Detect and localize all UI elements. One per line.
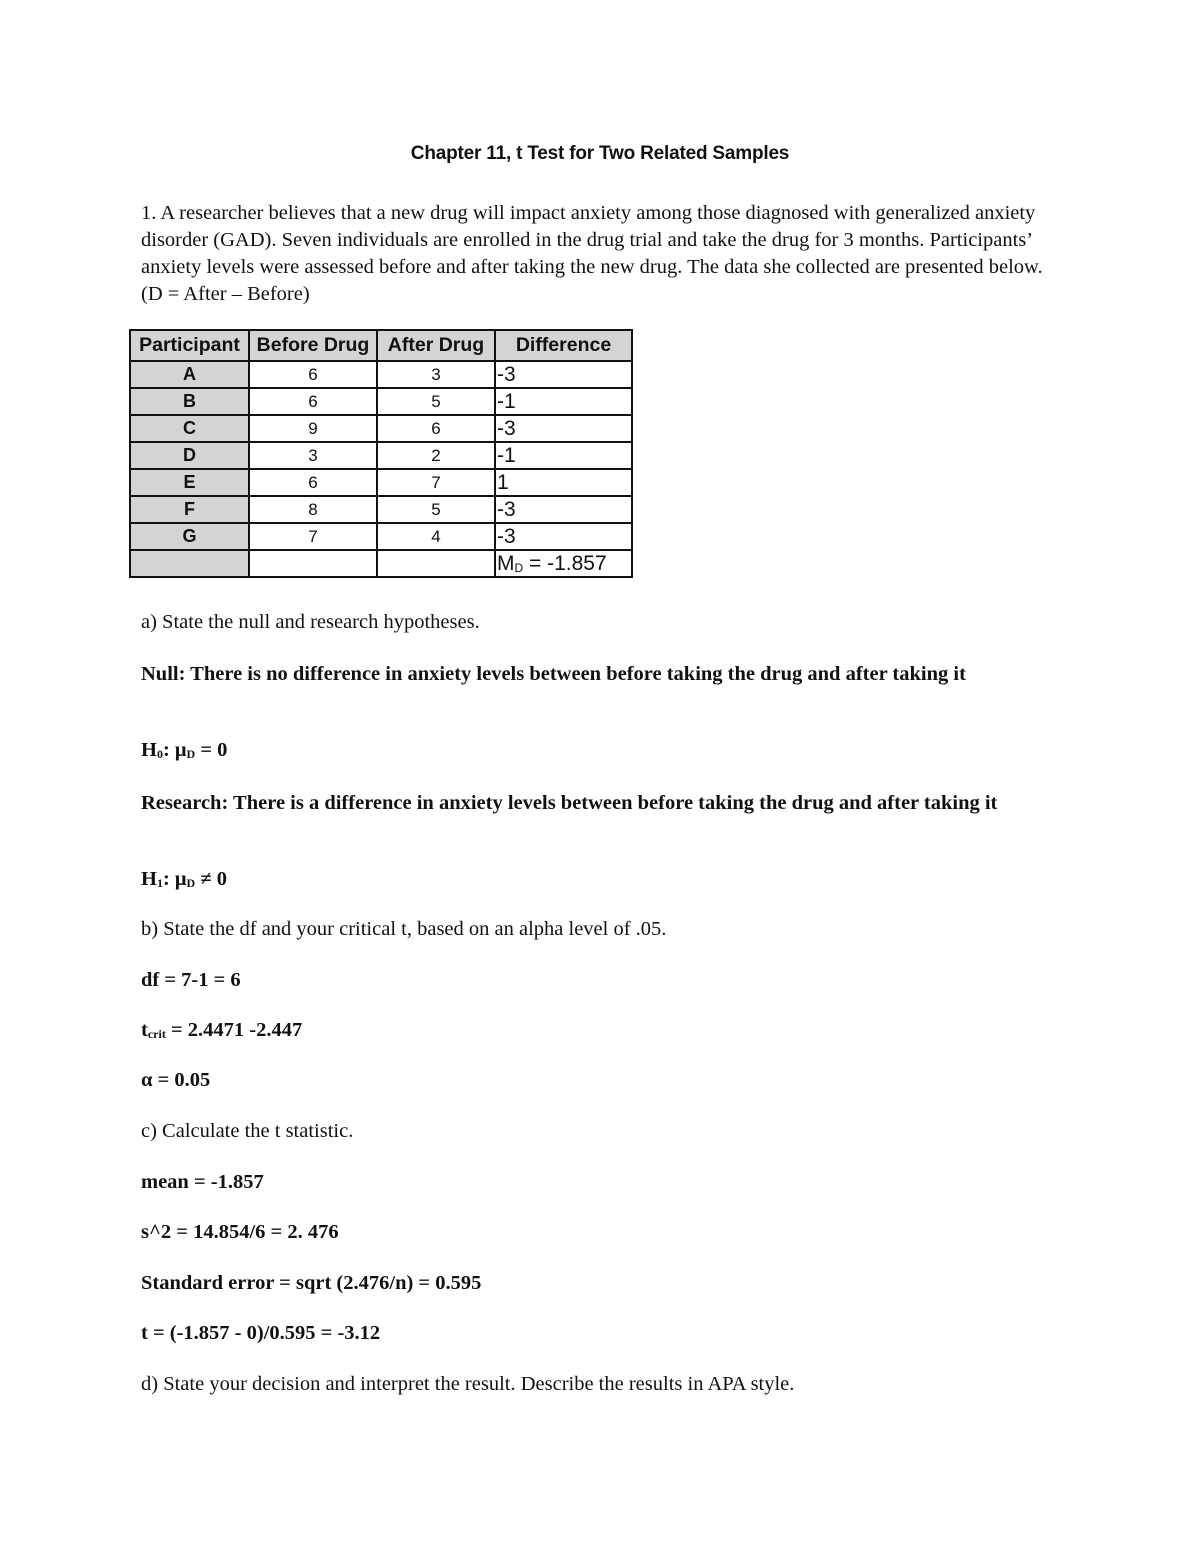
h1-subscript: 1 <box>156 876 163 890</box>
before-cell: 9 <box>249 415 377 442</box>
h0-subscript: 0 <box>156 747 163 761</box>
tcrit-value: = 2.4471 -2.447 <box>165 1019 303 1041</box>
question-text: 1. A researcher believes that a new drug will impact anxiety among those diagnosed with generalized anxiety disorder (GAD). Seven individuals are enrolled in the drug trial and take the drug for 3 months. Participants’ anxiety levels were assessed before and after taking the new drug. The data she collected are presented below. (D = After – Before) <box>141 202 1043 305</box>
participant-cell: E <box>130 469 249 496</box>
alpha-answer: α = 0.05 <box>141 1069 211 1091</box>
before-cell: 6 <box>249 361 377 388</box>
participant-cell: F <box>130 496 249 523</box>
part-c-prompt: c) Calculate the t statistic. <box>141 1120 354 1142</box>
after-cell: 4 <box>377 523 495 550</box>
tcrit-subscript: crit <box>147 1027 166 1041</box>
participant-cell: C <box>130 415 249 442</box>
mean-difference-cell <box>495 550 632 577</box>
null-hypothesis-text: Null: There is no difference in anxiety levels between before taking the drug and after taking it <box>141 663 966 685</box>
difference-cell: -3 <box>495 415 632 442</box>
difference-cell: -3 <box>495 523 632 550</box>
participant-cell: G <box>130 523 249 550</box>
table-header-row <box>130 330 632 361</box>
before-cell: 3 <box>249 442 377 469</box>
h1-mu: : μ <box>162 868 187 890</box>
h0-equation <box>141 739 227 762</box>
part-d-prompt: d) State your decision and interpret the result. Describe the results in APA style. <box>141 1373 795 1395</box>
table-row <box>130 523 632 550</box>
mean-value: = -1.857 <box>523 551 607 575</box>
participant-cell: A <box>130 361 249 388</box>
table-row <box>130 361 632 388</box>
h0-symbol: H <box>141 739 157 761</box>
header-difference: Difference <box>495 330 632 361</box>
df-answer: df = 7-1 = 6 <box>141 969 241 991</box>
after-cell: 5 <box>377 388 495 415</box>
h1-symbol: H <box>141 868 157 890</box>
after-cell: 5 <box>377 496 495 523</box>
mean-symbol: M <box>497 551 515 575</box>
after-cell: 6 <box>377 415 495 442</box>
mean-answer: mean = -1.857 <box>141 1171 264 1193</box>
standard-error-answer: Standard error = sqrt (2.476/n) = 0.595 <box>141 1272 482 1294</box>
table-row <box>130 469 632 496</box>
before-cell: 7 <box>249 523 377 550</box>
after-cell: 3 <box>377 361 495 388</box>
t-statistic-answer: t = (-1.857 - 0)/0.595 = -3.12 <box>141 1322 381 1344</box>
after-cell: 7 <box>377 469 495 496</box>
empty-cell <box>130 550 249 577</box>
tcrit-answer <box>141 1019 302 1042</box>
part-a-prompt: a) State the null and research hypotheses. <box>141 611 480 633</box>
h1-rest: ≠ 0 <box>195 868 227 890</box>
empty-cell <box>377 550 495 577</box>
difference-cell: -3 <box>495 496 632 523</box>
participant-cell: D <box>130 442 249 469</box>
table-row <box>130 388 632 415</box>
header-participant: Participant <box>130 330 249 361</box>
difference-cell: 1 <box>495 469 632 496</box>
h0-mu-subscript: D <box>186 747 196 761</box>
tcrit-symbol: t <box>141 1019 148 1041</box>
before-cell: 8 <box>249 496 377 523</box>
empty-cell <box>249 550 377 577</box>
h1-equation <box>141 868 227 891</box>
h0-rest: = 0 <box>195 739 228 761</box>
after-cell: 2 <box>377 442 495 469</box>
table-row <box>130 442 632 469</box>
difference-cell: -1 <box>495 442 632 469</box>
table-row <box>130 415 632 442</box>
header-after-drug: After Drug <box>377 330 495 361</box>
variance-answer: s^2 = 14.854/6 = 2. 476 <box>141 1221 339 1243</box>
before-cell: 6 <box>249 388 377 415</box>
participant-cell: B <box>130 388 249 415</box>
before-cell: 6 <box>249 469 377 496</box>
h1-mu-subscript: D <box>186 876 196 890</box>
table-row <box>130 496 632 523</box>
difference-cell: -1 <box>495 388 632 415</box>
page-title: Chapter 11, t Test for Two Related Samples <box>410 143 790 164</box>
difference-cell: -3 <box>495 361 632 388</box>
mean-subscript: D <box>514 560 524 575</box>
data-table <box>129 329 633 578</box>
table-mean-row <box>130 550 632 577</box>
part-b-prompt: b) State the df and your critical t, based on an alpha level of .05. <box>141 918 667 940</box>
h0-mu: : μ <box>162 739 187 761</box>
header-before-drug: Before Drug <box>249 330 377 361</box>
research-hypothesis-text: Research: There is a difference in anxiety levels between before taking the drug and after taking it <box>141 792 998 814</box>
